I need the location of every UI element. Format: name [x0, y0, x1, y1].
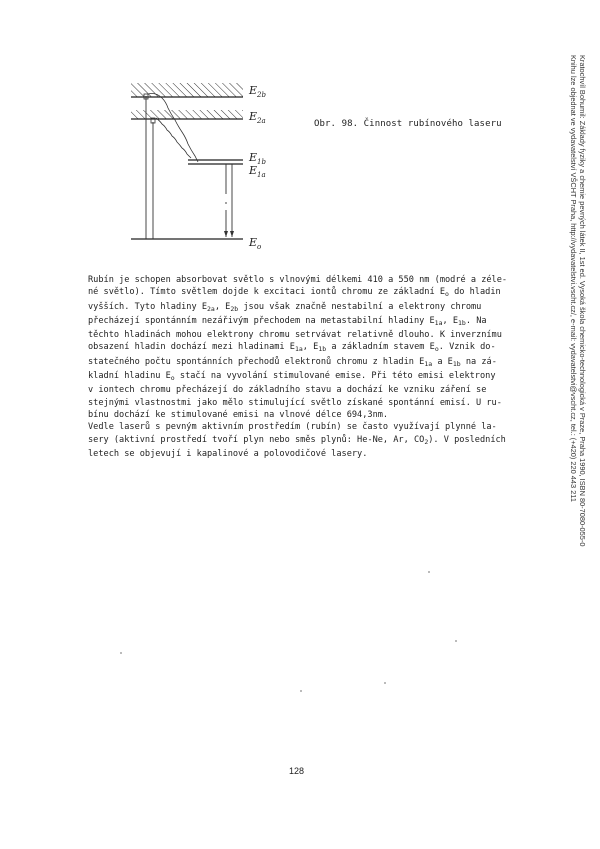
text-segment: do hladin [448, 287, 501, 298]
text-line [88, 384, 548, 396]
text-segment: , E [442, 315, 459, 326]
subscript: 2a [207, 304, 215, 313]
text-segment: né světlo). Tímto světlem dojde k excitaci iontů chromu ze základní E [88, 287, 445, 298]
subscript: o [434, 345, 439, 354]
text-segment: bínu dochází ke stimulované emisi na vlnové délce 694,3nm. [88, 409, 389, 420]
label-e0: $E_o$ [249, 236, 262, 251]
figure-caption: Obr. 98. Činnost rubínového laseru [314, 119, 502, 129]
scan-speck [300, 690, 302, 692]
scan-speck [120, 652, 122, 654]
text-line [88, 448, 548, 460]
subscript: o [170, 374, 175, 383]
side-note-citation: Kratochvíl Bohumil: Základy fyziky a chemie pevných látek II, 1st ed. Vysoká škola chemicko-technologická v Praze, Praha 1990, ISBN 80-7080-055-0 [578, 55, 587, 547]
nonradiative-transition-e2b [148, 94, 198, 163]
text-line [88, 370, 548, 384]
text-segment: . Vznik do- [438, 342, 496, 353]
text-line [88, 421, 548, 433]
text-line [88, 341, 548, 355]
text-segment: vyšších. Tyto hladiny E [88, 301, 207, 312]
text-segment: letech se objevují i kapalinové a polovodičové lasery. [88, 448, 368, 459]
side-note [565, 55, 595, 615]
text-segment: obsazení hladin dochází mezi hladinami E [88, 342, 295, 353]
subscript: 1b [452, 359, 461, 368]
text-segment: těchto hladinách mohou elektrony chromu setrvávat relativně dlouho. K inverznímu [88, 330, 502, 341]
subscript: 1a [424, 359, 433, 368]
text-segment: Vedle laserů s pevným aktivním prostředím (rubín) se často využívají plynné la- [88, 422, 497, 433]
text-segment: jsou však značně nestabilní a elektrony chromu [238, 301, 482, 312]
text-segment: kladní hladinu E [88, 371, 171, 382]
page-number: 128 [289, 766, 305, 776]
subscript: o [445, 290, 449, 299]
text-line [88, 329, 548, 341]
text-line [88, 274, 548, 286]
text-line [88, 301, 548, 315]
scan-speck [384, 682, 386, 684]
label-e1b: $E_{1b}$ [249, 151, 266, 166]
text-segment: , E [302, 342, 319, 353]
text-segment: , E [214, 301, 231, 312]
text-segment: stačí na vyvolání stimulované emise. Při této emisi elektrony [174, 371, 496, 382]
subscript: 2 [424, 437, 429, 446]
text-segment: statečného počtu spontánních přechodů elektronů chromu z hladin E [88, 356, 425, 367]
subscript: 2b [230, 304, 239, 313]
text-line [88, 434, 548, 448]
label-e2a: $E_{2a}$ [249, 110, 266, 125]
text-line [88, 315, 548, 329]
energy-level-diagram [110, 70, 290, 280]
band-e2a [131, 110, 243, 119]
text-segment: v iontech chromu přecházejí do základního stavu a dochází ke vzniku záření se [88, 385, 487, 396]
side-note-order-info: Knihu lze objednat ve vydavatelství VŠCHT Praha, http://vydavatelstvi.vscht.cz/, e-mail: vydavatelstvi@vscht.cz, tel.: (+420) 220 443 211 [569, 55, 578, 502]
subscript: 1a [294, 345, 303, 354]
subscript: 1a [434, 318, 443, 327]
text-line [88, 286, 548, 300]
scan-speck [428, 571, 430, 573]
scan-speck [455, 640, 457, 642]
text-segment: stejnými vlastnostmi jako mělo stimulující světlo získané spontánní emisí. U ru- [88, 397, 502, 408]
label-e2b: $E_{2b}$ [249, 84, 266, 99]
text-line [88, 397, 548, 409]
body-paragraph [88, 274, 548, 460]
text-segment: ). V posledních [428, 434, 506, 445]
text-line [88, 356, 548, 370]
text-segment: na zá- [460, 356, 497, 367]
text-line [88, 409, 548, 421]
text-segment: a E [432, 356, 453, 367]
text-segment: přecházejí spontánním nezářivým přechodem na metastabilní hladiny E [88, 315, 435, 326]
subscript: 1b [318, 345, 327, 354]
text-segment: sery (aktivní prostředí tvoří plyn nebo směs plynů: He-Ne, Ar, CO [88, 434, 425, 445]
subscript: 1b [458, 318, 466, 327]
text-segment: Rubín je schopen absorbovat světlo s vlnovými délkemi 410 a 550 nm (modré a zéle- [88, 275, 508, 285]
text-segment: a základním stavem E [326, 342, 435, 353]
text-segment: . Na [465, 315, 487, 326]
label-e1a: $E_{1a}$ [249, 164, 266, 179]
